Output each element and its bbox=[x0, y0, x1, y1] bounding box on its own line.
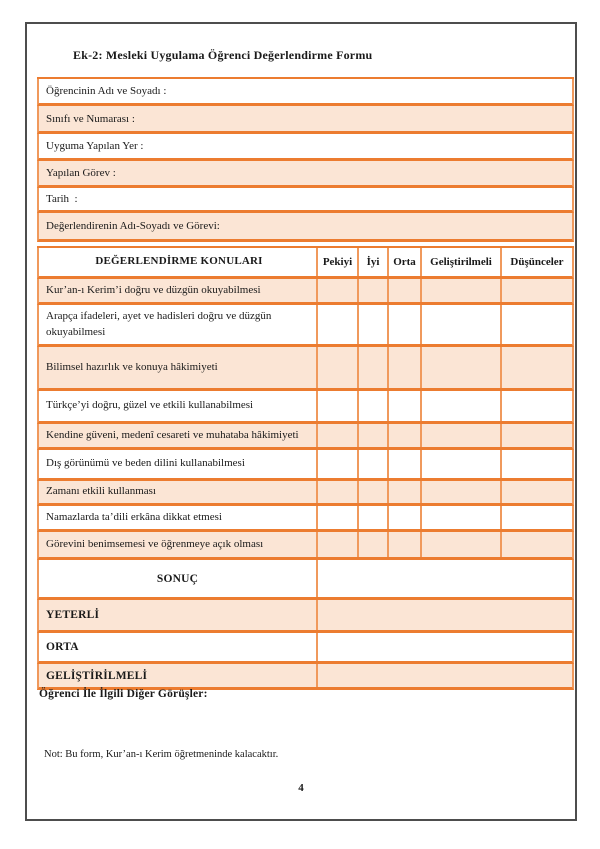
criterion-row bbox=[37, 279, 574, 305]
other-opinions-heading: Öğrenci İle İlgili Diğer Görüşler: bbox=[39, 688, 208, 700]
result-value-cell-empty bbox=[318, 560, 572, 597]
rating-cell-empty bbox=[389, 506, 422, 529]
result-level-label: YETERLİ bbox=[39, 600, 318, 630]
page-number: 4 bbox=[298, 782, 304, 794]
rating-cell-empty bbox=[502, 391, 572, 421]
rating-column-header: İyi bbox=[359, 248, 389, 276]
criterion-label: Kendine güveni, medenî cesareti ve muhataba hâkimiyeti bbox=[39, 424, 318, 447]
result-row bbox=[37, 664, 574, 690]
rating-column-header: Geliştirilmeli bbox=[422, 248, 502, 276]
rating-cell-empty bbox=[318, 532, 359, 557]
rating-cell-empty bbox=[389, 305, 422, 344]
info-field-row: Sınıfı ve Numarası : bbox=[37, 106, 574, 134]
rating-cell-empty bbox=[422, 347, 502, 388]
evaluation-table bbox=[37, 246, 574, 690]
rating-cell-empty bbox=[502, 424, 572, 447]
result-row bbox=[37, 633, 574, 664]
rating-cell-empty bbox=[359, 347, 389, 388]
criterion-row bbox=[37, 305, 574, 347]
rating-cell-empty bbox=[502, 506, 572, 529]
info-field-row: Değerlendirenin Adı-Soyadı ve Görevi: bbox=[37, 213, 574, 242]
rating-cell-empty bbox=[422, 506, 502, 529]
criterion-label: Kur’an-ı Kerim’i doğru ve düzgün okuyabilmesi bbox=[39, 279, 318, 302]
result-section-header: SONUÇ bbox=[39, 560, 318, 597]
rating-cell-empty bbox=[318, 424, 359, 447]
result-level-label: GELİŞTİRİLMELİ bbox=[39, 664, 318, 687]
criterion-label: Namazlarda ta’dili erkâna dikkat etmesi bbox=[39, 506, 318, 529]
criterion-label: Zamanı etkili kullanması bbox=[39, 481, 318, 503]
rating-cell-empty bbox=[359, 391, 389, 421]
student-info-table bbox=[37, 77, 574, 242]
evaluation-header-row bbox=[37, 248, 574, 279]
rating-cell-empty bbox=[318, 305, 359, 344]
result-level-label: ORTA bbox=[39, 633, 318, 661]
rating-cell-empty bbox=[389, 481, 422, 503]
rating-cell-empty bbox=[318, 506, 359, 529]
criterion-label: Dış görünümü ve beden dilini kullanabilmesi bbox=[39, 450, 318, 478]
criterion-label: Görevini benimsemesi ve öğrenmeye açık olması bbox=[39, 532, 318, 557]
rating-column-header: Düşünceler bbox=[510, 256, 564, 268]
footer-note: Not: Bu form, Kur’an-ı Kerim öğretmeninde kalacaktır. bbox=[44, 749, 279, 760]
rating-cell-empty bbox=[502, 347, 572, 388]
rating-cell-empty bbox=[422, 424, 502, 447]
document-title: Ek-2: Mesleki Uygulama Öğrenci Değerlendirme Formu bbox=[73, 48, 373, 62]
rating-cell-empty bbox=[318, 450, 359, 478]
rating-cell-empty bbox=[502, 532, 572, 557]
topic-column-header: DEĞERLENDİRME KONULARI bbox=[39, 248, 318, 276]
rating-cell-empty bbox=[422, 305, 502, 344]
result-value-cell-empty bbox=[318, 664, 572, 687]
rating-cell-empty bbox=[422, 532, 502, 557]
rating-cell-empty bbox=[359, 424, 389, 447]
rating-cell-empty bbox=[318, 481, 359, 503]
criterion-label: Türkçe’yi doğru, güzel ve etkili kullanabilmesi bbox=[39, 391, 318, 421]
rating-cell-empty bbox=[502, 450, 572, 478]
rating-cell-empty bbox=[389, 347, 422, 388]
rating-cell-empty bbox=[422, 279, 502, 302]
rating-cell-empty bbox=[359, 532, 389, 557]
rating-cell-empty bbox=[359, 305, 389, 344]
rating-column-header: Orta bbox=[389, 248, 422, 276]
result-row bbox=[37, 560, 574, 600]
result-value-cell-empty bbox=[318, 600, 572, 630]
criterion-row bbox=[37, 391, 574, 424]
criterion-row bbox=[37, 532, 574, 560]
info-field-row: Uyguma Yapılan Yer : bbox=[37, 134, 574, 161]
criterion-row bbox=[37, 481, 574, 506]
rating-cell-empty bbox=[318, 347, 359, 388]
criterion-row bbox=[37, 450, 574, 481]
rating-cell-empty bbox=[318, 279, 359, 302]
result-row bbox=[37, 600, 574, 633]
rating-cell-empty bbox=[422, 481, 502, 503]
rating-cell-empty bbox=[502, 279, 572, 302]
result-value-cell-empty bbox=[318, 633, 572, 661]
criterion-row bbox=[37, 506, 574, 532]
criterion-row bbox=[37, 347, 574, 391]
rating-cell-empty bbox=[359, 279, 389, 302]
criterion-row bbox=[37, 424, 574, 450]
rating-cell-empty bbox=[389, 424, 422, 447]
info-field-row: Tarih : bbox=[37, 188, 574, 213]
rating-cell-empty bbox=[359, 506, 389, 529]
rating-cell-empty bbox=[502, 481, 572, 503]
rating-cell-empty bbox=[422, 450, 502, 478]
criterion-label: Arapça ifadeleri, ayet ve hadisleri doğru ve düzgün okuyabilmesi bbox=[39, 305, 318, 344]
rating-cell-empty bbox=[502, 305, 572, 344]
rating-cell-empty bbox=[359, 481, 389, 503]
info-field-row: Yapılan Görev : bbox=[37, 161, 574, 188]
rating-column-header: Pekiyi bbox=[318, 248, 359, 276]
info-field-row: Öğrencinin Adı ve Soyadı : bbox=[37, 79, 574, 106]
rating-cell-empty bbox=[359, 450, 389, 478]
rating-cell-empty bbox=[422, 391, 502, 421]
page-frame bbox=[25, 22, 577, 821]
criterion-label: Bilimsel hazırlık ve konuya hâkimiyeti bbox=[39, 347, 318, 388]
rating-cell-empty bbox=[389, 450, 422, 478]
rating-cell-empty bbox=[389, 391, 422, 421]
rating-cell-empty bbox=[389, 279, 422, 302]
rating-cell-empty bbox=[318, 391, 359, 421]
rating-cell-empty bbox=[389, 532, 422, 557]
